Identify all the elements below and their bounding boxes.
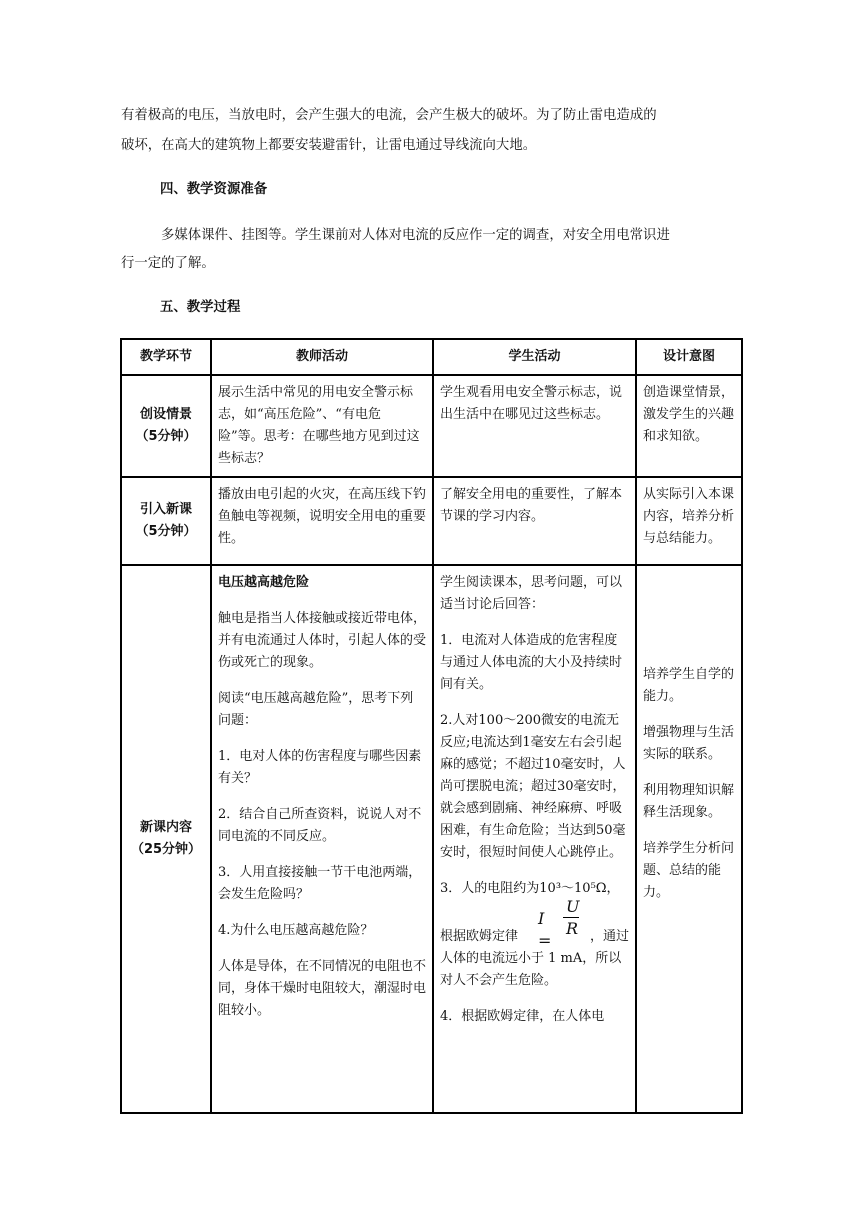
intent-item: 利用物理知识解释生活现象。 — [643, 783, 735, 820]
ohm-law-line — [440, 897, 630, 950]
stage-cell — [121, 565, 211, 1113]
header-stage: 教学环节 — [121, 339, 211, 375]
student-cell: 了解安全用电的重要性，了解本节课的学习内容。 — [433, 477, 636, 565]
ohm-law-prefix: 根据欧姆定律 — [440, 929, 519, 944]
table-row — [121, 375, 742, 477]
teacher-subtitle: 电压越高越危险 — [218, 575, 310, 590]
teacher-question: 4.为什么电压越高越危险？ — [218, 923, 374, 938]
section-4-title: 四、教学资源准备 — [160, 182, 268, 197]
student-answer: 人体的电流远小于 1 mA，所以对人不会产生危险。 — [440, 951, 622, 988]
intro-line-1: 有着极高的电压，当放电时，会产生强大的电流，会产生极大的破坏。为了防止雷电造成的 — [121, 108, 657, 123]
intro-line-2: 破坏，在高大的建筑物上都要安装避雷针，让雷电通过导线流向大地。 — [121, 138, 537, 153]
formula-numerator: U — [566, 897, 580, 916]
stage-name: 创设情景 — [139, 407, 192, 422]
teacher-cell: 展示生活中常见的用电安全警示标志，如“高压危险”、“有电危险”等。思考：在哪些地方见到过这些标志？ — [211, 375, 433, 477]
student-cell: 学生观看用电安全警示标志，说出生活中在哪见过这些标志。 — [433, 375, 636, 477]
header-intent: 设计意图 — [636, 339, 742, 375]
student-answer: 3．人的电阻约为10³～10⁵Ω， — [440, 881, 620, 896]
table-row — [121, 565, 742, 1113]
formula-lhs: I = — [538, 909, 552, 950]
ohm-law-suffix: ，通过 — [590, 929, 630, 944]
table-header-row — [121, 339, 742, 375]
student-paragraph: 学生阅读课本，思考问题，可以适当讨论后回答： — [440, 575, 623, 612]
teacher-paragraph: 人体是导体，在不同情况的电阻也不同，身体干燥时电阻较大，潮湿时电阻较小。 — [218, 959, 427, 1018]
section-4-line-2: 行一定的了解。 — [121, 256, 215, 271]
teacher-cell: 播放由电引起的火灾，在高压线下钓鱼触电等视频，说明安全用电的重要性。 — [211, 477, 433, 565]
table-row — [121, 477, 742, 565]
stage-cell — [121, 477, 211, 565]
section-4-paragraph — [121, 222, 741, 278]
section-5-title: 五、教学过程 — [160, 300, 241, 315]
stage-time: （5分钟） — [135, 524, 197, 539]
intent-cell: 从实际引入本课内容，培养分析与总结能力。 — [636, 477, 742, 565]
intent-item: 增强物理与生活实际的联系。 — [643, 725, 735, 762]
intent-cell: 创造课堂情景，激发学生的兴趣和求知欲。 — [636, 375, 742, 477]
intent-item: 培养学生自学的能力。 — [643, 667, 735, 704]
teacher-paragraph: 触电是指当人体接触或接近带电体，并有电流通过人体时，引起人体的受伤或死亡的现象。 — [218, 611, 427, 670]
teacher-question: 1．电对人体的伤害程度与哪些因素有关？ — [218, 749, 422, 786]
intro-paragraph — [121, 102, 741, 160]
student-answer: 4．根据欧姆定律，在人体电 — [440, 1009, 605, 1024]
student-answer: 2.人对100～200微安的电流无反应;电流达到1毫安左右会引起麻的感觉；不超过10毫安时，人尚可摆脱电流；超过30毫安时，就会感到剧痛、神经麻痹、呼吸困难，有生命危险；当达到50毫安时，很短时间使人心跳停止。 — [440, 713, 626, 860]
header-teacher: 教师活动 — [211, 339, 433, 375]
stage-cell — [121, 375, 211, 477]
stage-name: 新课内容 — [139, 820, 192, 835]
teaching-process-table — [120, 338, 743, 1114]
teacher-paragraph: 阅读“电压越高越危险”，思考下列问题： — [218, 691, 414, 728]
teacher-cell — [211, 565, 433, 1113]
stage-name: 引入新课 — [139, 502, 192, 517]
stage-time: （25分钟） — [130, 842, 202, 857]
formula-denominator: R — [566, 919, 579, 938]
intent-item: 培养学生分析问题、总结的能力。 — [643, 841, 735, 900]
section-4-line-1: 多媒体课件、挂图等。学生课前对人体对电流的反应作一定的调查，对安全用电常识进 — [161, 228, 670, 243]
header-student: 学生活动 — [433, 339, 636, 375]
student-cell — [433, 565, 636, 1113]
teacher-question: 2．结合自己所查资料，说说人对不同电流的不同反应。 — [218, 807, 422, 844]
intent-cell — [636, 565, 742, 1113]
stage-time: （5分钟） — [135, 429, 197, 444]
student-answer: 1．电流对人体造成的危害程度与通过人体电流的大小及持续时间有关。 — [440, 633, 623, 692]
teacher-question: 3．人用直接接触一节干电池两端，会发生危险吗？ — [218, 865, 422, 902]
